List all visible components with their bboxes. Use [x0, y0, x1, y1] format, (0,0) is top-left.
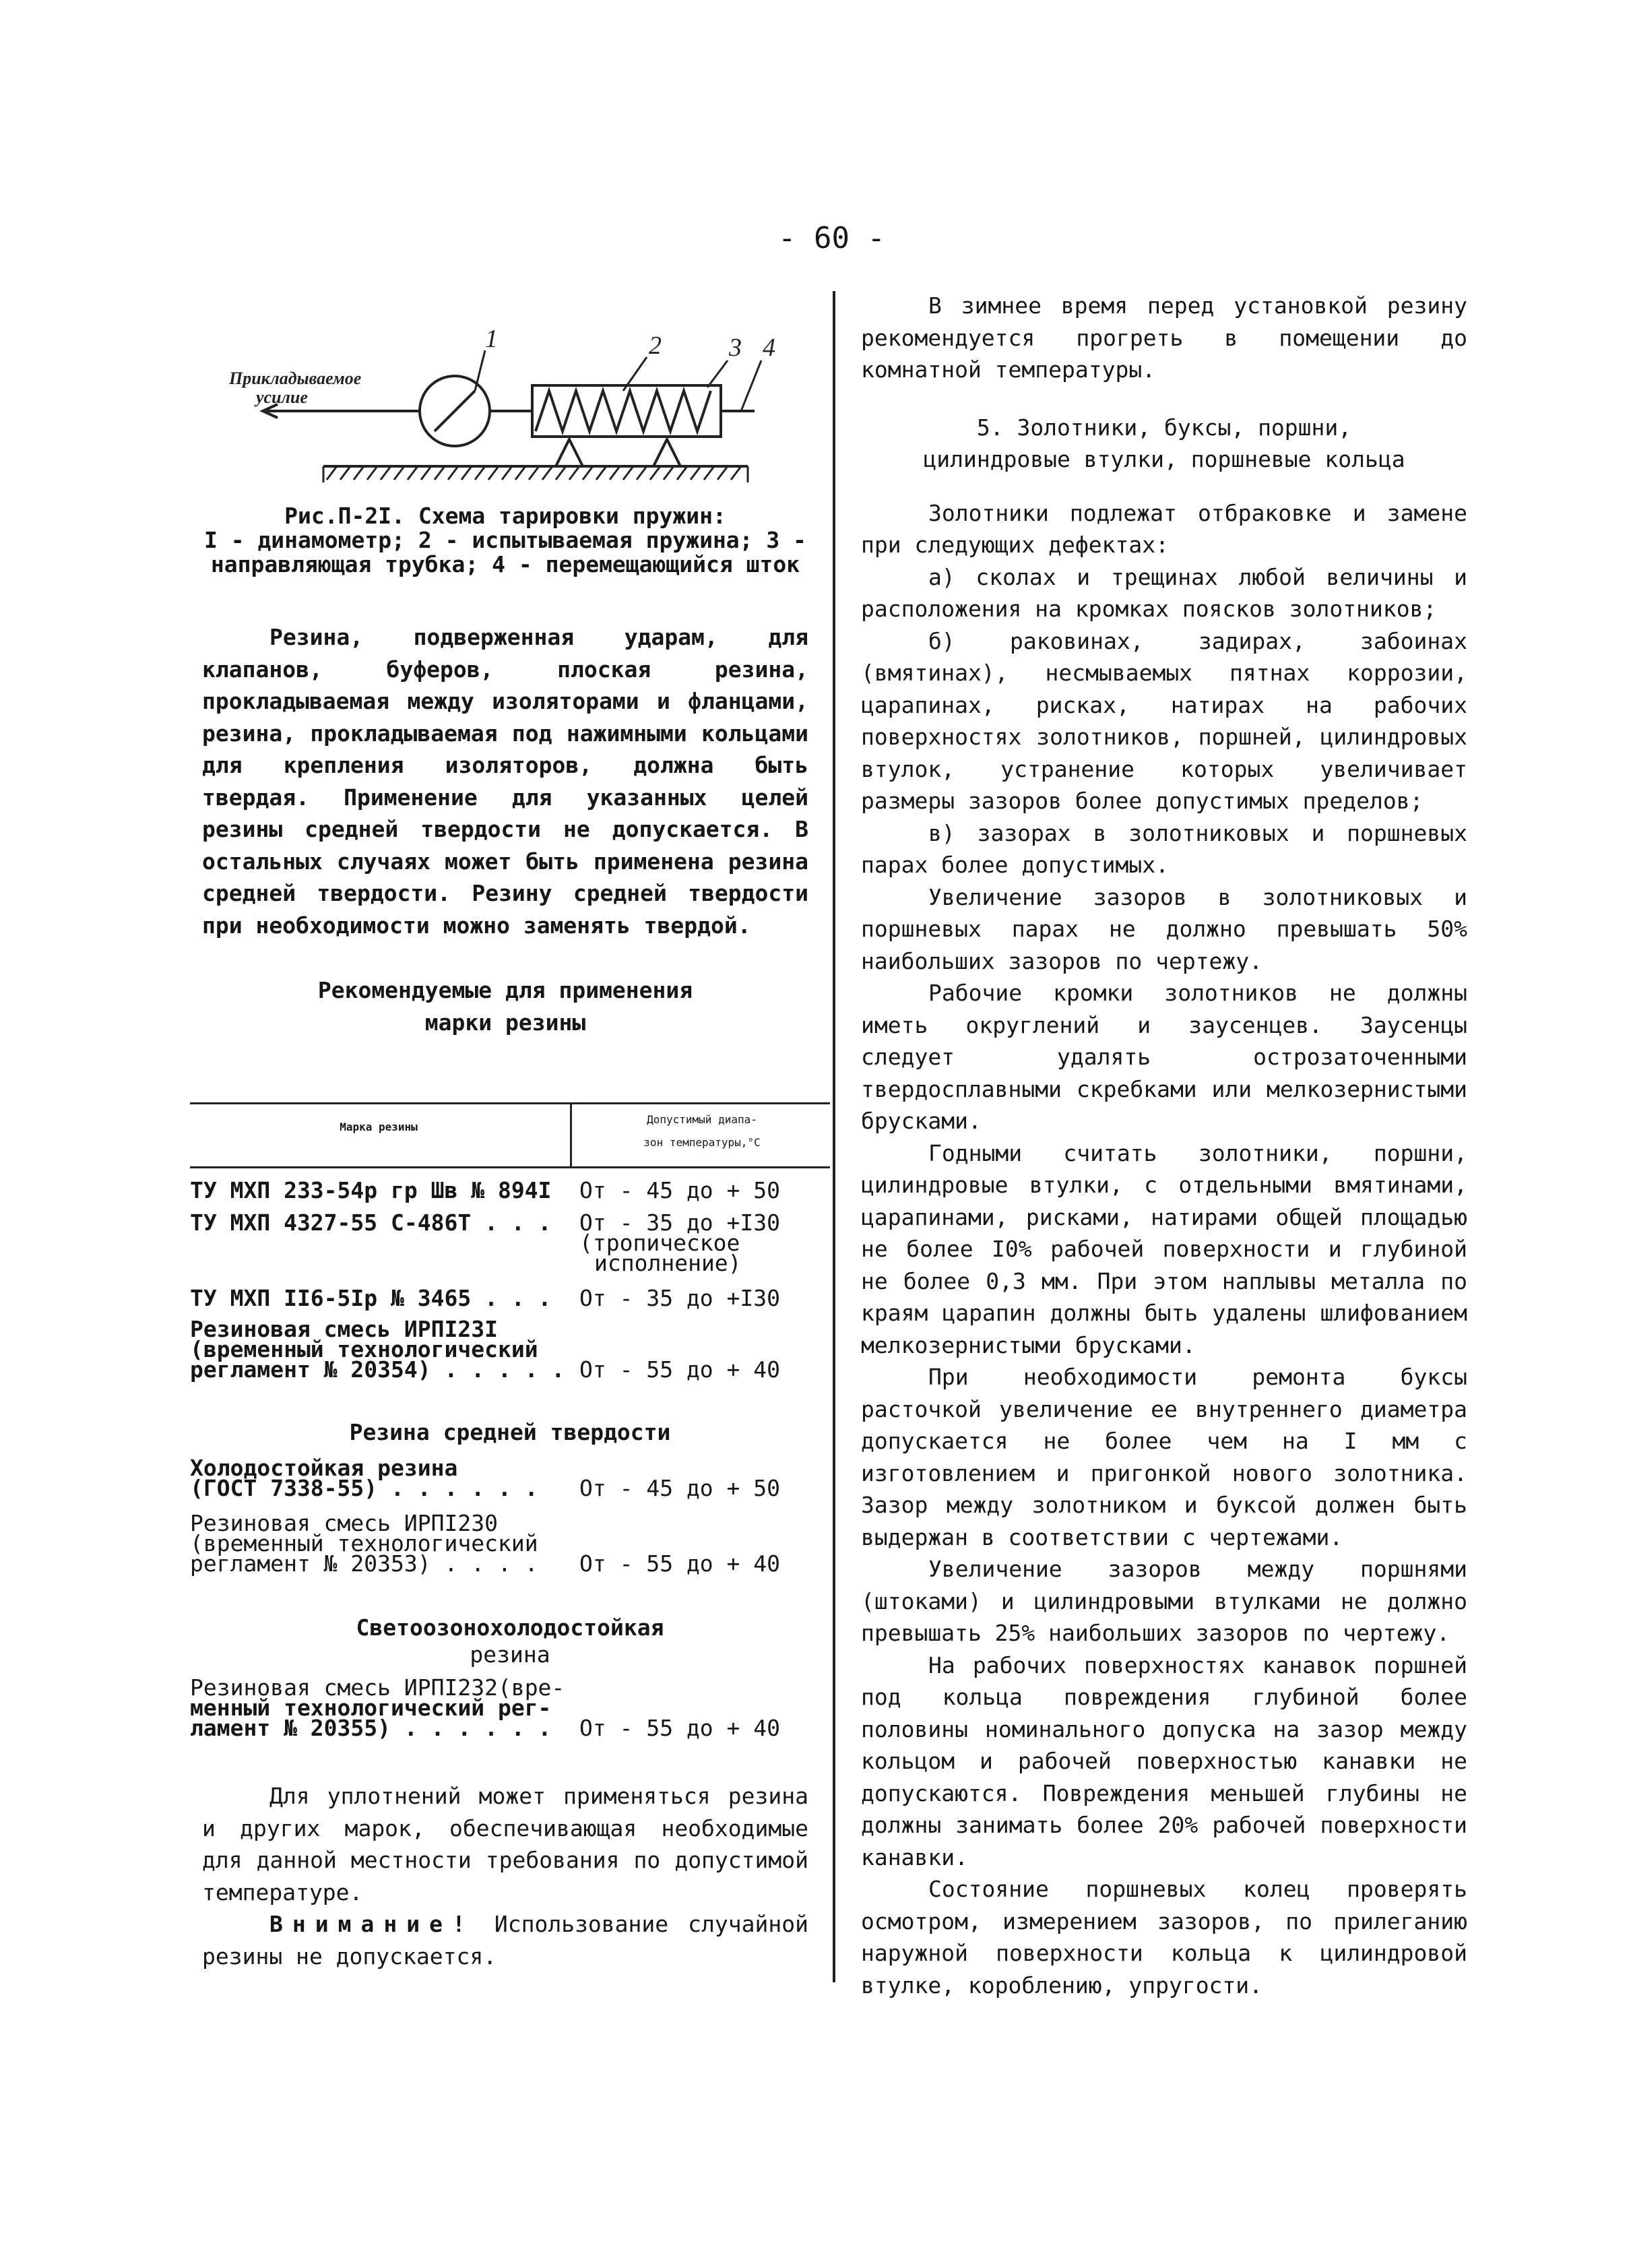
table-header	[190, 1102, 830, 1168]
support-left	[556, 439, 583, 466]
support-right	[653, 439, 680, 466]
acceptable-paragraph: Годными считать золотники, поршни, цилиндровые втулки, с отдельными вмятинами, царапинами, рисками, натирами общей площадью не более I0% рабочей поверхности и глубиной не более 0,3 мм. При этом наплывы металла по краям царапин должны быть удалены шлифованием мелкозернистыми брусками.	[861, 1139, 1467, 1358]
figure-num-1: 1	[485, 325, 498, 353]
defect-b: б) раковинах, задирах, забоинах (вмятинах), несмываемых пятнах коррозии, царапинах, рисках, натирах на рабочих поверхностях золотников, поршней, цилиндровых втулок, устранение которых увеличивает размеры зазоров более допустимых пределов;	[861, 627, 1467, 814]
section-heading-2: цилиндровые втулки, поршневые кольца	[923, 446, 1405, 472]
groove-damage-paragraph: На рабочих поверхностях канавок поршней под кольца повреждения глубиной более половины номинального допуска на зазор между кольцом и рабочей поверхностью канавки не допускаются. Повреждения меньшей глубины не должны занимать более 20% рабочей поверхности канавки.	[861, 1651, 1467, 1870]
edges-paragraph: Рабочие кромки золотников не должны иметь округлений и заусенцев. Заусенцы следует удалять острозаточенными твердосплавными скребками или мелкозернистыми брусками.	[861, 980, 1467, 1134]
spring	[536, 391, 711, 431]
table-header-temperature: Допустимый диапа- зон температуры,°С	[643, 1113, 761, 1149]
bushing-repair-paragraph: При необходимости ремонта буксы расточкой увеличение ее внутреннего диаметра допускается не более чем на I мм с изготовлением и пригонкой нового золотника. Зазор между золотником и буксой должен быть выдержан в соответствии с чертежами.	[861, 1364, 1467, 1550]
defect-c: в) зазорах в золотниковых и поршневых парах более допустимых.	[861, 819, 1467, 878]
rubber-grades-table	[190, 1102, 830, 1168]
table-title-line2: марки резины	[424, 1009, 586, 1036]
gap-increase-paragraph: Увеличение зазоров в золотниковых и поршневых парах не должно превышать 50% наибольших зазоров по чертежу.	[861, 883, 1467, 974]
left-column-bottom	[202, 1780, 808, 1972]
figure-num-4: 4	[763, 334, 775, 362]
rubber-hardness-paragraph: Резина, подверженная ударам, для клапанов, буферов, плоская резина, прокладываемая между изоляторами и фланцами, резина, прокладываемая под нажимными кольцами для крепления изоляторов, должна быть твердая. Применение для указанных целей резины средней твердости не допускается. В остальных случаях может быть применена резина средней твердости. Резину средней твердости при необходимости можно заменять твердой.	[202, 624, 808, 939]
rings-paragraph: Состояние поршневых колец проверять осмотром, измерением зазоров, по прилеганию наружной поверхности кольца к цилиндровой втулке, короблению, упругости.	[861, 1876, 1467, 1998]
column-divider	[833, 291, 835, 1982]
table-title-line1: Рекомендуемые для применения	[317, 977, 693, 1003]
figure-num-3: 3	[729, 334, 742, 362]
force-label-line2: усилие	[256, 387, 308, 407]
section-heading: 5. Золотники, буксы, поршни,	[976, 414, 1352, 441]
left-column-top	[202, 621, 808, 941]
spool-intro: Золотники подлежат отбраковке и замене при следующих дефектах:	[861, 499, 1467, 558]
force-label-line1: Прикладываемое	[229, 369, 362, 388]
caption-line-2: I - динамометр; 2 - испытываемая пружина; 3 -	[203, 527, 807, 553]
section-ozone-cold-resistant: Светоозонохолодостойкая	[356, 1614, 664, 1641]
defect-a: а) сколах и трещинах любой величины и расположения на кромках поясков золотников;	[861, 563, 1467, 622]
attention-label: Внимание!	[269, 1911, 475, 1937]
attention-paragraph: Внимание! Использование случайной резины не допускается.	[202, 1911, 808, 1970]
table-title	[202, 974, 808, 1038]
section-ozone-cold-resistant-2: резина	[470, 1641, 550, 1668]
table-header-grade: Марка резины	[340, 1121, 418, 1133]
seals-paragraph: Для уплотнений может применяться резина и других марок, обеспечивающая необходимые для данной местности требования по допустимой температуре.	[202, 1783, 808, 1905]
table-header-divider	[570, 1104, 572, 1166]
figure-caption	[202, 504, 808, 577]
ground-hatch	[323, 466, 748, 482]
figure-num-2: 2	[649, 332, 662, 360]
section-medium-hardness: Резина средней твердости	[349, 1419, 671, 1445]
right-column	[861, 290, 1467, 2001]
caption-title: Рис.П-2I. Схема тарировки пружин:	[284, 503, 726, 529]
spring-calibration-diagram	[216, 323, 781, 492]
page-number: - 60 -	[778, 221, 885, 255]
piston-gap-paragraph: Увеличение зазоров между поршнями (штоками) и цилиндровыми втулками не должно превышать 25% наибольших зазоров по чертежу.	[861, 1556, 1467, 1646]
caption-line-3: направляющая трубка; 4 - перемещающийся шток	[210, 551, 800, 577]
winter-paragraph: В зимнее время перед установкой резину рекомендуется прогреть в помещении до комнатной температуры.	[861, 292, 1467, 383]
